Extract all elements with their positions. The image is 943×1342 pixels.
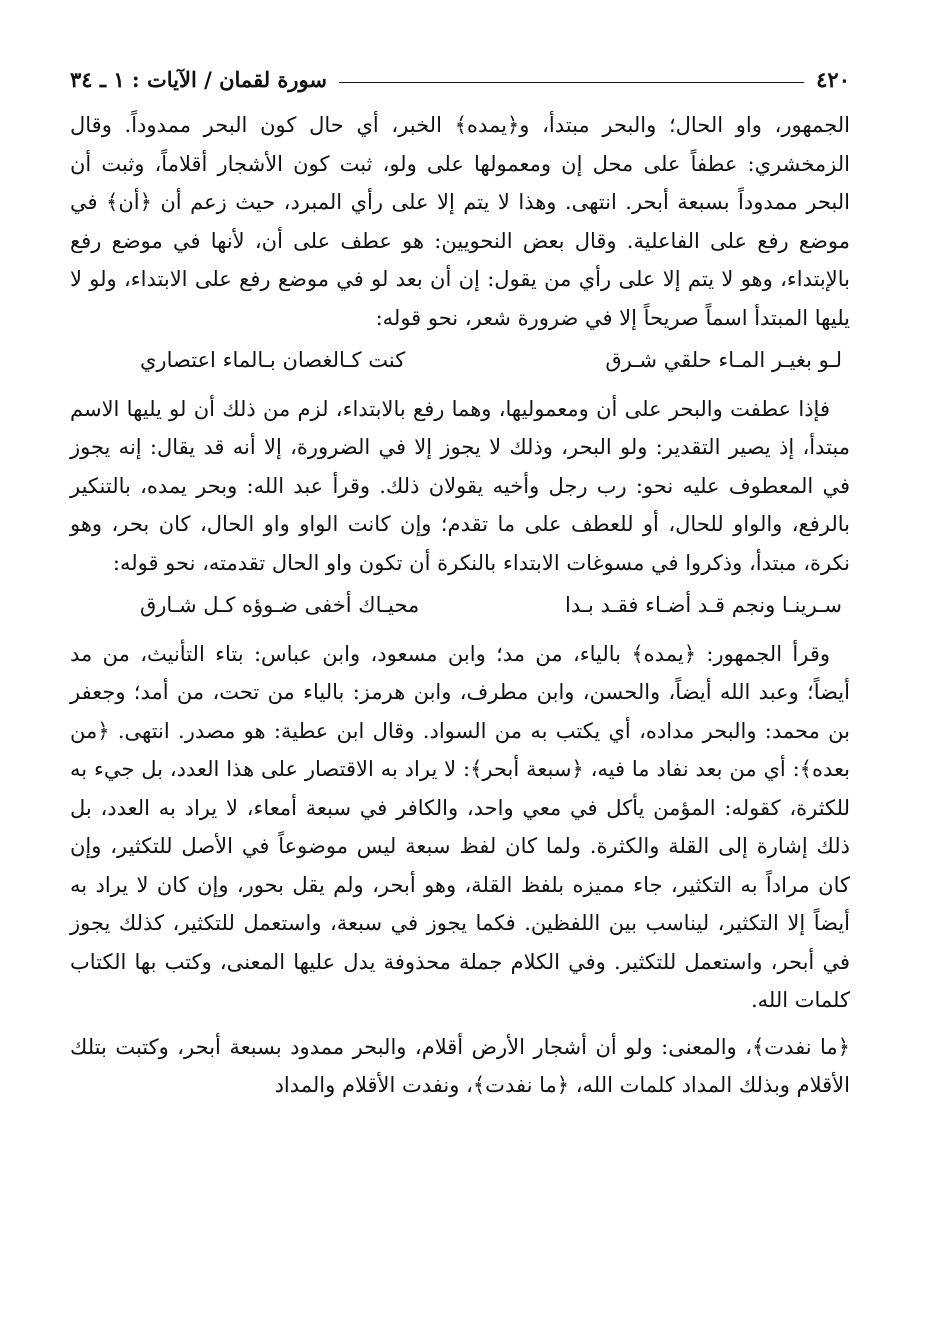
page-number: ٤٢٠ (816, 66, 850, 92)
body-text (70, 106, 850, 1105)
header-title: سورة لقمان / الآيات : ١ ـ ٣٤ (70, 66, 327, 92)
verse-second-hemistich: محيـاك أخفى ضـوؤه كـل شـارق (140, 593, 420, 617)
paragraph: ﴿ما نفدت﴾، والمعنى: ولو أن أشجار الأرض أقلام، والبحر ممدود بسبعة أبحر، وكتبت بتلك الأقلام وبذلك المداد كلمات الله، ﴿ما نفدت﴾، ونفدت الأقلام والمداد (70, 1034, 850, 1097)
verse-first-hemistich: لـو بغيـر المـاء حلقي شـرق (605, 348, 842, 372)
poetry-verse (70, 341, 850, 380)
poetry-verse (70, 586, 850, 625)
page-header (70, 62, 850, 96)
paragraph: الجمهور، واو الحال؛ والبحر مبتدأ، و﴿يمده﴾ الخبر، أي حال كون البحر ممدوداً. وقال الزمخشري: عطفاً على محل إن ومعمولها على ولو، ثبت كون الأشجار أقلاماً، وثبت أن البحر ممدوداً بسبعة أبحر. انتهى. وهذا لا يتم إلا على رأي المبرد، حيث زعم أن ﴿أن﴾ في موضع رفع على الفاعلية. وقال بعض النحويين: هو عطف على أن، لأنها في موضع رفع بالإبتداء، وهو لا يتم إلا على رأي من يقول: إن أن بعد لو في موضع رفع على الابتداء، ولو لا يليها المبتدأ اسماً صريحاً إلا في ضرورة شعر، نحو قوله: (70, 113, 850, 330)
header-rule (339, 82, 804, 83)
verse-second-hemistich: كنت كـالغصان بـالماء اعتصاري (140, 348, 406, 372)
verse-first-hemistich: سـرينـا ونجم قـد أضـاء فقـد بـدا (565, 593, 842, 617)
paragraph-gap (70, 1020, 850, 1028)
paragraph: فإذا عطفت والبحر على أن ومعموليها، وهما رفع بالابتداء، لزم من ذلك أن لو يليها الاسم مبتدأ، إذ يصير التقدير: ولو البحر، وذلك لا يجوز إلا في الضرورة، إلا أنه قد يقال: إنه يجوز في المعطوف عليه نحو: رب رجل وأخيه يقولان ذلك. وقرأ عبد الله: وبحر يمده، بالتنكير بالرفع، والواو للحال، أو للعطف على ما تقدم؛ وإن كانت الواو واو الحال، كان بحر، وهو نكرة، مبتدأ، وذكروا في مسوغات الابتداء بالنكرة أن تكون واو الحال تقدمته، نحو قوله: (70, 396, 850, 575)
paragraph: وقرأ الجمهور: ﴿يمده﴾ بالياء، من مد؛ وابن مسعود، وابن عباس: بتاء التأنيث، من مد أيضاً؛ وعبد الله أيضاً، والحسن، وابن مطرف، وابن هرمز: بالياء من تحت، من أمد؛ وجعفر بن محمد: والبحر مداده، أي يكتب به من السواد. وقال ابن عطية: هو مصدر. انتهى. ﴿من بعده﴾: أي من بعد نفاد ما فيه، ﴿سبعة أبحر﴾: لا يراد به الاقتصار على هذا العدد، بل جيء به للكثرة، كقوله: المؤمن يأكل في معي واحد، والكافر في سبعة أمعاء، لا يراد به العدد، بل ذلك إشارة إلى القلة والكثرة. ولما كان لفظ سبعة ليس موضوعاً في الأصل للتكثير، وإن كان مراداً به التكثير، جاء مميزه بلفظ القلة، وهو أبحر، ولم يقل بحور، وإن كان لا يراد به أيضاً إلا التكثير، ليناسب بين اللفظين. فكما يجوز في سبعة، واستعمل للتكثير، كذلك يجوز في أبحر، واستعمل للتكثير. وفي الكلام جملة محذوفة يدل عليها المعنى، وكتب بها الكتاب كلمات الله. (70, 641, 850, 1012)
